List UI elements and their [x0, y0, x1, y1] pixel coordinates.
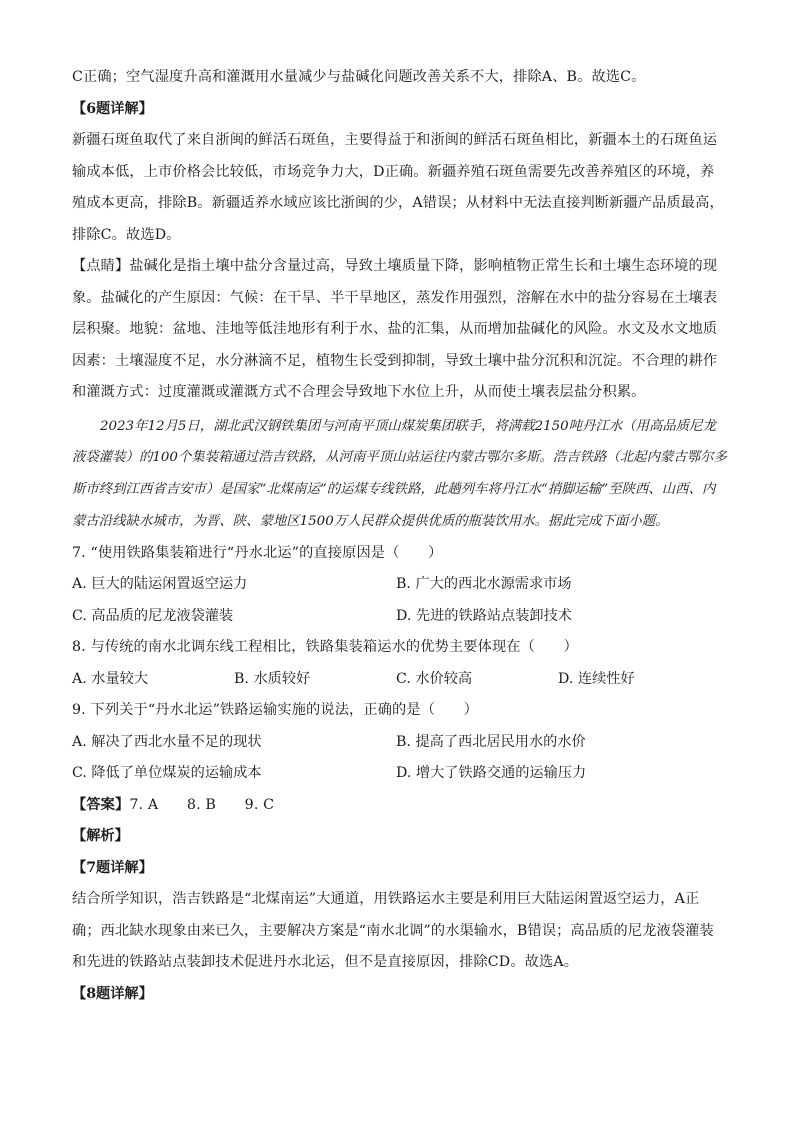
q9-option-d: D. 增大了铁路交通的运输压力	[396, 765, 587, 782]
q7-options	[72, 569, 728, 601]
q7-option-d: D. 先进的铁路站点装卸技术	[396, 607, 572, 624]
question-9: 9. 下列关于“丹水北运”铁路运输实施的说法，正确的是（ ）	[72, 702, 479, 719]
answer-line	[72, 790, 728, 822]
q8-option-a: A. 水量较大	[72, 670, 149, 687]
q7-detail-heading: 【7题详解】	[72, 859, 153, 876]
q7-option-a: A. 巨大的陆运闲置返空运力	[72, 576, 248, 593]
key-points-paragraph: 【点睛】盐碱化是指土壤中盐分含量过高，导致土壤质量下降，影响植物正常生长和土壤生态环境的现象。盐碱化的产生原因：气候：在干旱、半干旱地区，蒸发作用强烈，溶解在水中的盐分容易在土壤表层积聚。地貌：盆地、洼地等低洼地形有利于水、盐的汇集，从而增加盐碱化的风险。水文及水文地质因素：土壤湿度不足，水分淋滴不足，植物生长受到抑制，导致土壤中盐分沉积和沉淀。不合理的耕作和灌溉方式：过度灌溉或灌溉方式不合理会导致地下水位上升，从而使土壤表层盐分积累。	[72, 258, 718, 400]
q7-options-2	[72, 601, 728, 633]
q8-option-b: B. 水质较好	[234, 670, 311, 687]
q6-detail-heading: 【6题详解】	[72, 100, 153, 117]
q8-option-c: C. 水价较高	[396, 670, 473, 687]
q9-option-a: A. 解决了西北水量不足的现状	[72, 733, 262, 750]
answer-values: 7. A 8. B 9. C	[129, 796, 275, 813]
q9-option-b: B. 提高了西北居民用水的水价	[396, 733, 586, 750]
analysis-heading: 【解析】	[72, 828, 129, 845]
q9-options	[72, 727, 728, 759]
q8-detail-heading: 【8题详解】	[72, 985, 153, 1002]
answer-label: 【答案】	[72, 796, 130, 813]
question-8: 8. 与传统的南水北调东线工程相比，铁路集装箱运水的优势主要体现在（ ）	[72, 639, 578, 656]
question-7: 7. “使用铁路集装箱进行“丹水北运”的直接原因是（ ）	[72, 544, 443, 561]
q7-option-c: C. 高品质的尼龙液袋灌装	[72, 607, 234, 624]
q7-explanation: 结合所学知识，浩吉铁路是“北煤南运”大通道，用铁路运水主要是利用巨大陆运闲置返空运力，A正确；西北缺水现象由来已久，主要解决方案是“南水北调”的水渠输水，B错误；高品质的尼龙液袋灌装和先进的铁路站点装卸技术促进丹水北运，但不是直接原因，排除CD。故选A。	[72, 891, 714, 971]
q9-option-c: C. 降低了单位煤炭的运输成本	[72, 765, 262, 782]
prev-answer-line: C正确；空气湿度升高和灌溉用水量减少与盐碱化问题改善关系不大，排除A、B。故选C。	[72, 69, 646, 85]
q8-option-d: D. 连续性好	[558, 670, 635, 687]
material-passage: 2023年12月5日，湖北武汉钢铁集团与河南平顶山煤炭集团联手，将满载2150吨丹江水（用高品质尼龙液袋灌装）的100个集装箱通过浩吉铁路，从河南平顶山站运往内蒙古鄂尔多斯。浩吉铁路（北起内蒙古鄂尔多斯市终到江西省吉安市）是国家“北煤南运”的运煤专线铁路，此趟列车将丹江水“捎脚运输”至陕西、山西、内蒙古沿线缺水城市，为晋、陕、蒙地区1500万人民群众提供优质的瓶装饮用水。据此完成下面小题。	[72, 418, 727, 529]
q8-options	[72, 664, 728, 696]
q6-explanation: 新疆石斑鱼取代了来自浙闽的鲜活石斑鱼，主要得益于和浙闽的鲜活石斑鱼相比，新疆本土的石斑鱼运输成本低，上市价格会比较低，市场竞争力大，D正确。新疆养殖石斑鱼需要先改善养殖区的环境，养殖成本更高，排除B。新疆适养水域应该比浙闽的少，A错误；从材料中无法直接判断新疆产品质最高，排除C。故选D。	[72, 132, 724, 243]
q7-option-b: B. 广大的西北水源需求市场	[396, 576, 572, 593]
q9-options-2	[72, 758, 728, 790]
